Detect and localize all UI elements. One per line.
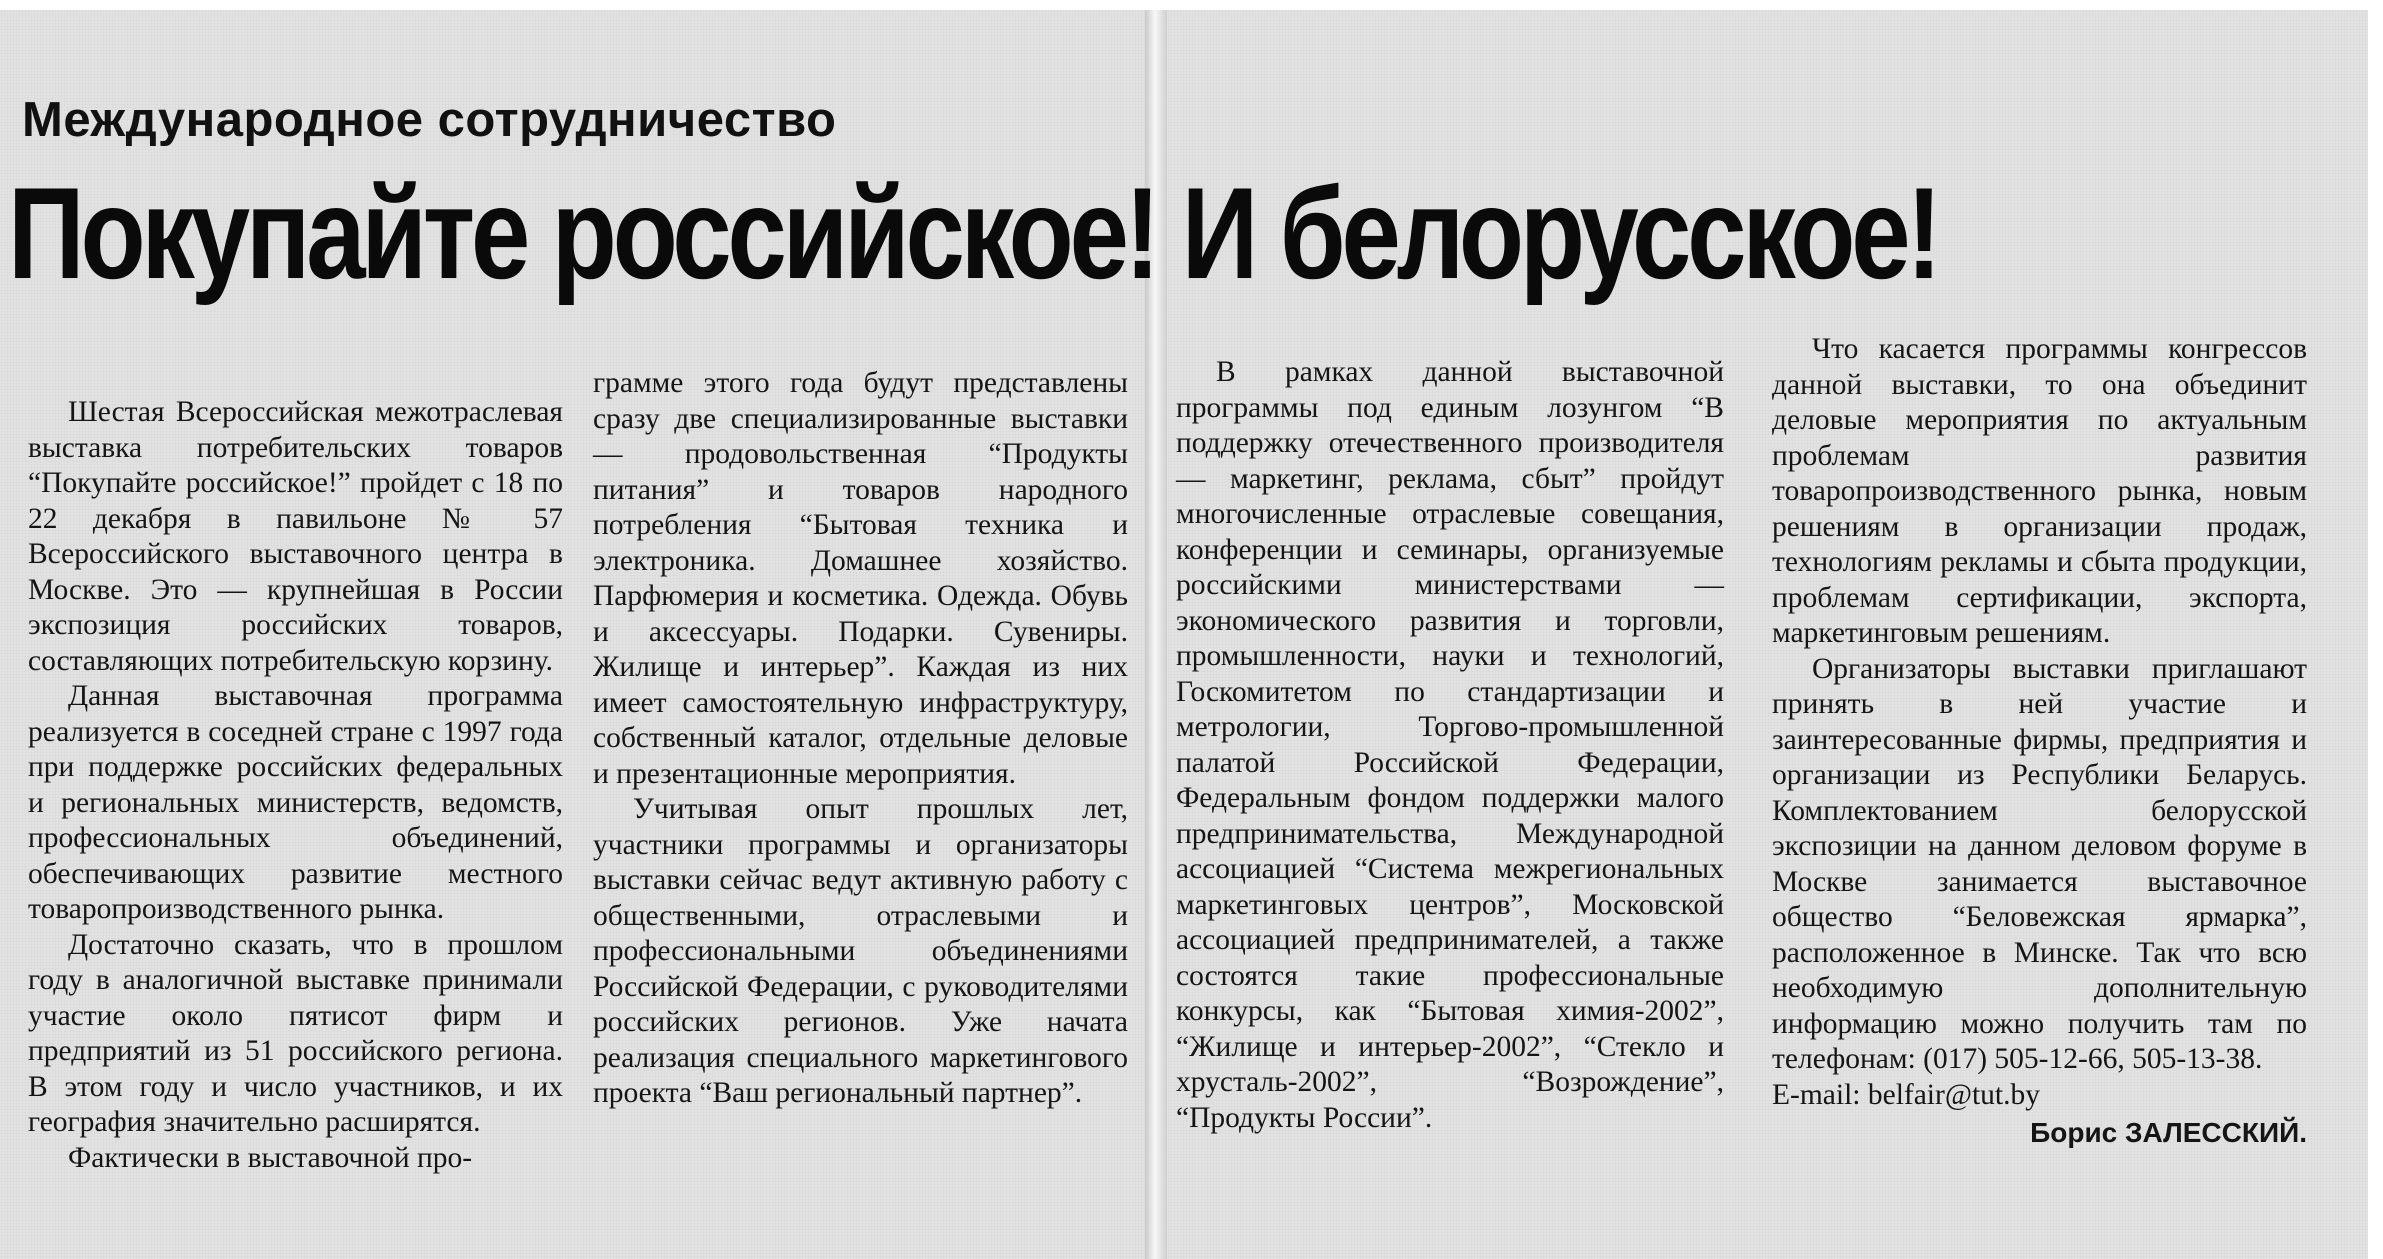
paragraph: Что касается программы конгрессов данной выставки, то она объединит деловые мероприятия по актуальным проблемам развития товаропроизводственного рынка, новым решениям в организации продаж, технологиям рекламы и сбыта продукции, проблемам сертификации, экспорта, маркетинговым решениям. <box>1772 333 2307 649</box>
column-2 <box>593 366 1128 1112</box>
column-4 <box>1772 332 2307 1151</box>
newspaper-clipping <box>0 10 2368 1259</box>
paragraph: грамме этого года будут представлены сразу две специализированные выставки — продовольственная “Продукты питания” и товаров народного потребления “Бытовая техника и электроника. Домашнее хозяйство. Парфюмерия и косметика. Одежда. Обувь и аксессуары. Подарки. Сувениры. Жилище и интерьер”. Каждая из них имеет самостоятельную инфраструктуру, собственный каталог, отдельные деловые и презентационные мероприятия. <box>593 367 1128 790</box>
paragraph: Учитывая опыт прошлых лет, участники программы и организаторы выставки сейчас ведут активную работу с общественными, отраслевыми и профессиональными объединениями Российской Федерации, с руководителями российских регионов. Уже начата реализация специального маркетингового проекта “Ваш региональный партнер”. <box>593 793 1128 1109</box>
paragraph: Данная выставочная программа реализуется в соседней стране с 1997 года при поддержке российских федеральных и региональных министерств, ведомств, профессиональных объединений, обеспечивающих развитие местного товаропроизводственного рынка. <box>28 680 563 925</box>
paragraph: Организаторы выставки приглашают принять в ней участие и заинтересованные фирмы, предприятия и организации из Республики Беларусь. Комплектованием белорусской экспозиции на данном деловом форуме в Москве занимается выставочное общество “Беловежская ярмарка”, расположенное в Минске. Так что всю необходимую дополнительную информацию можно получить там по телефонам: (017) 505-12-66, 505-13-38. <box>1772 652 2307 1075</box>
column-1 <box>28 395 563 1176</box>
column-3 <box>1176 355 1724 1136</box>
paragraph: В рамках данной выставочной программы под единым лозунгом “В поддержку отечественного производителя — маркетинг, реклама, сбыт” пройдут многочисленные отраслевые совещания, конференции и семинары, организуемые российскими министерствами — экономического развития и торговли, промышленности, науки и технологий, Госкомитетом по стандартизации и метрологии, Торгово-промышленной палатой Российской Федерации, Федеральным фондом поддержки малого предпринимательства, Международной ассоциацией “Система межрегиональных маркетинговых центров”, Московской ассоциацией предпринимателей, а также состоятся такие профессиональные конкурсы, как “Бытовая химия-2002”, “Жилище и интерьер-2002”, “Стекло и хрусталь-2002”, “Возрождение”, “Продукты России”. <box>1176 356 1724 1134</box>
paragraph: Шестая Всероссийская межотраслевая выставка потребительских товаров “Покупайте российское!” пройдет с 18 по 22 декабря в павильоне № 57 Всероссийского выставочного центра в Москве. Это — крупнейшая в России экспозиция российских товаров, составляющих потребительскую корзину. <box>28 396 563 677</box>
contact-email: E-mail: belfair@tut.by <box>1772 1078 2041 1111</box>
paragraph: Фактически в выставочной про- <box>68 1141 473 1174</box>
paragraph: Достаточно сказать, что в прошлом году в аналогичной выставке принимали участие около пятисот фирм и предприятий из 51 российского региона. В этом году и число участников, и их география значительно расширятся. <box>28 928 563 1138</box>
author-signature: Борис ЗАЛЕССКИЙ. <box>2030 1117 2307 1148</box>
rubric: Международное сотрудничество <box>22 93 837 147</box>
headline: Покупайте российское! И белорусское! <box>8 160 1938 306</box>
